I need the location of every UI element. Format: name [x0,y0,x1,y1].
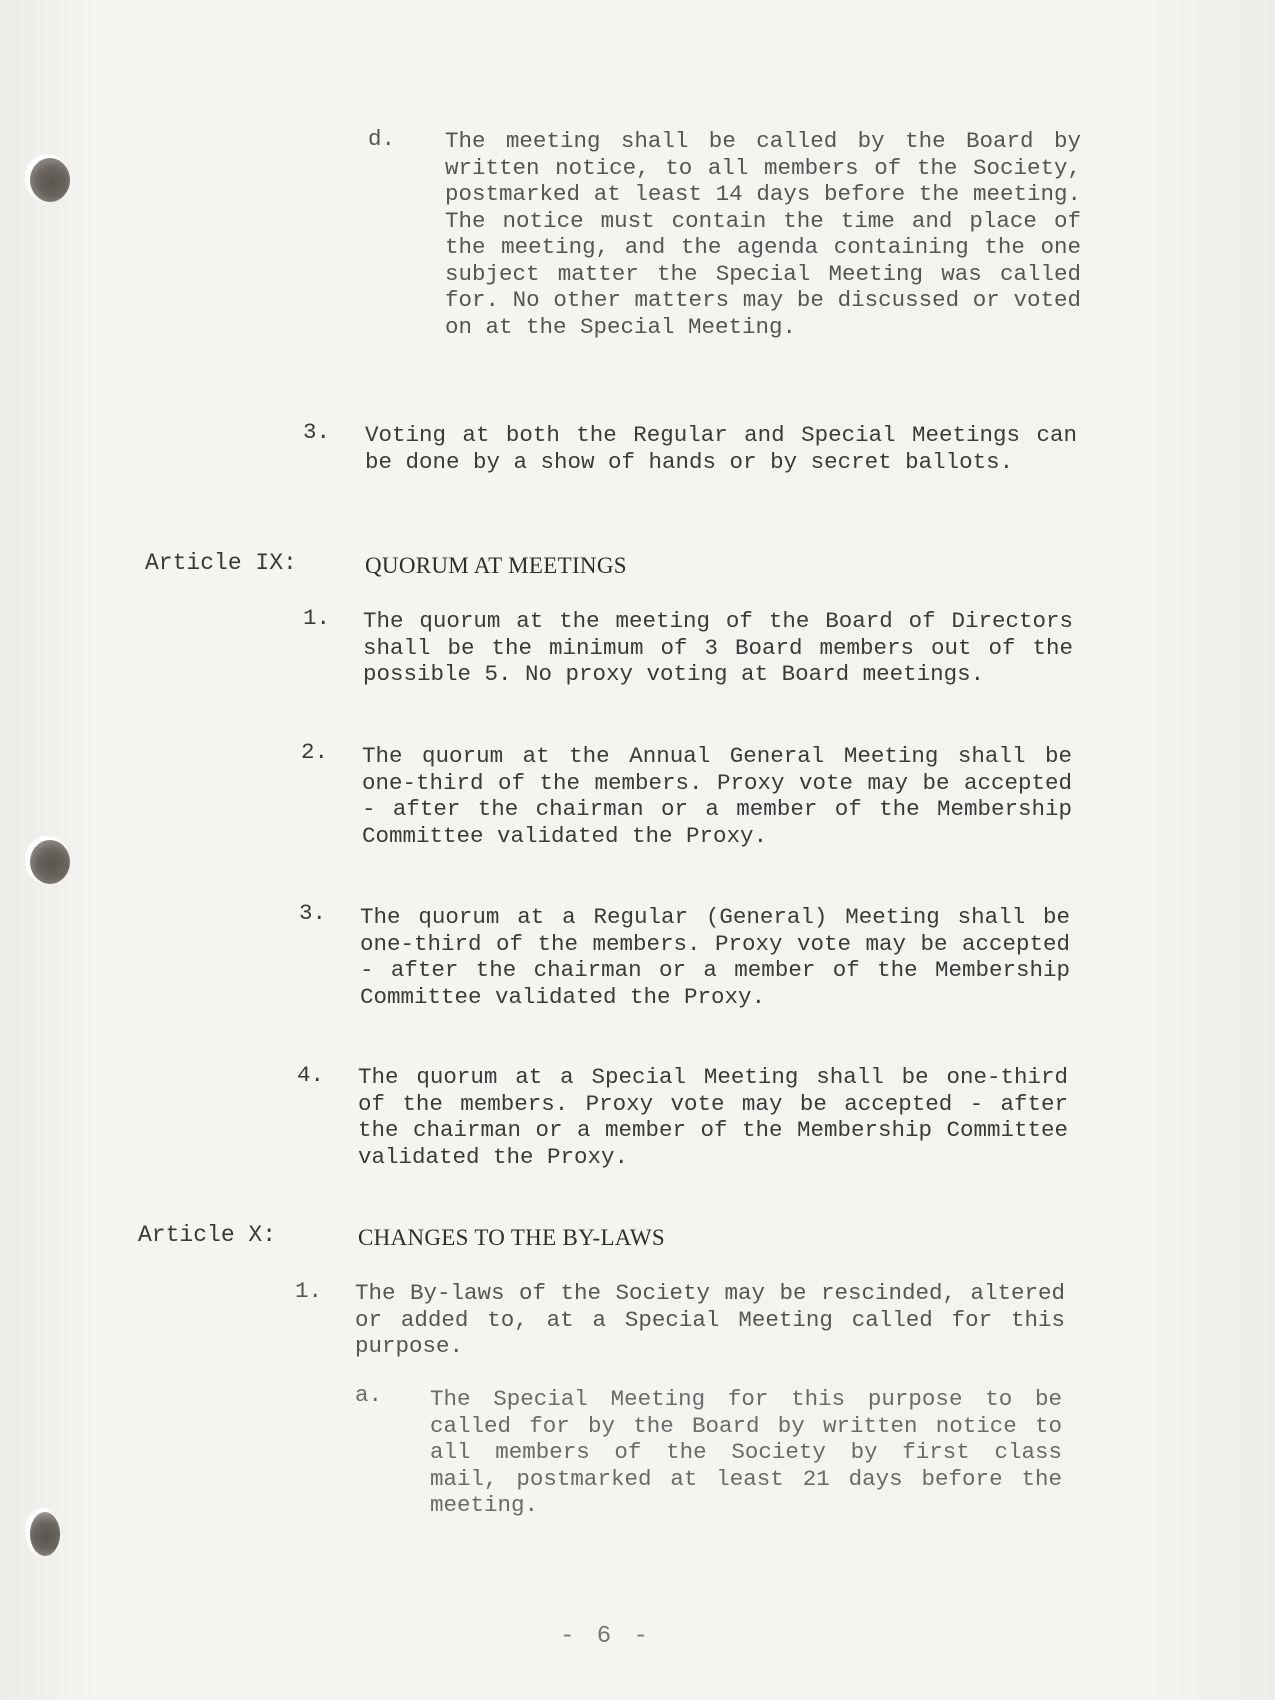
article-9-item-3-text: The quorum at a Regular (General) Meeting shall be one-third of the members. Proxy vote may be accepted - after the chairman or a member of the Membership Committee validated the Proxy. [360,904,1070,1010]
article-9-item-4-label: 4. [297,1062,325,1088]
article-9-item-2-text: The quorum at the Annual General Meeting shall be one-third of the members. Proxy vote may be accepted - after the chairman or a member of the Membership Committee validated the Proxy. [362,743,1072,849]
item-3-voting-text: Voting at both the Regular and Special Meetings can be done by a show of hands or by secret ballots. [365,422,1077,475]
page-number: - 6 - [560,1623,653,1650]
punch-hole-top [30,158,70,202]
punch-hole-middle [30,840,70,884]
article-9-item-1-label: 1. [303,605,331,631]
article-9-item-3-label: 3. [299,900,327,926]
punch-hole-bottom [30,1512,60,1556]
article-10-item-a-text: The Special Meeting for this purpose to be called for by the Board by written notice to all members of the Society by first class mail, postmarked at least 21 days before the meeting. [430,1386,1062,1518]
article-10-label: Article X: [138,1222,277,1248]
article-9-item-4-text: The quorum at a Special Meeting shall be one-third of the members. Proxy vote may be accepted - after the chairman or a member of the Membership Committee validated the Proxy. [358,1064,1068,1170]
item-d-text: The meeting shall be called by the Board by written notice, to all members of the Society, postmarked at least 14 days before the meeting. The notice must contain the time and place of the meeting, and the agenda containing the one subject matter the Special Meeting was called for. No other matters may be discussed or voted on at the Special Meeting. [445,128,1081,340]
article-10-item-1-text: The By-laws of the Society may be rescinded, altered or added to, at a Special Meeting called for this purpose. [355,1280,1065,1359]
article-10-title: CHANGES TO THE BY-LAWS [358,1225,665,1250]
article-10-item-a-label: a. [355,1382,383,1408]
article-9-label: Article IX: [145,550,297,576]
item-3-voting-label: 3. [303,419,331,445]
article-9-item-2-label: 2. [301,739,329,765]
article-9-item-1-text: The quorum at the meeting of the Board of Directors shall be the minimum of 3 Board members out of the possible 5. No proxy voting at Board meetings. [363,608,1073,687]
article-9-title: QUORUM AT MEETINGS [365,553,627,578]
item-d-label: d. [368,126,396,152]
article-10-item-1-label: 1. [295,1278,323,1304]
